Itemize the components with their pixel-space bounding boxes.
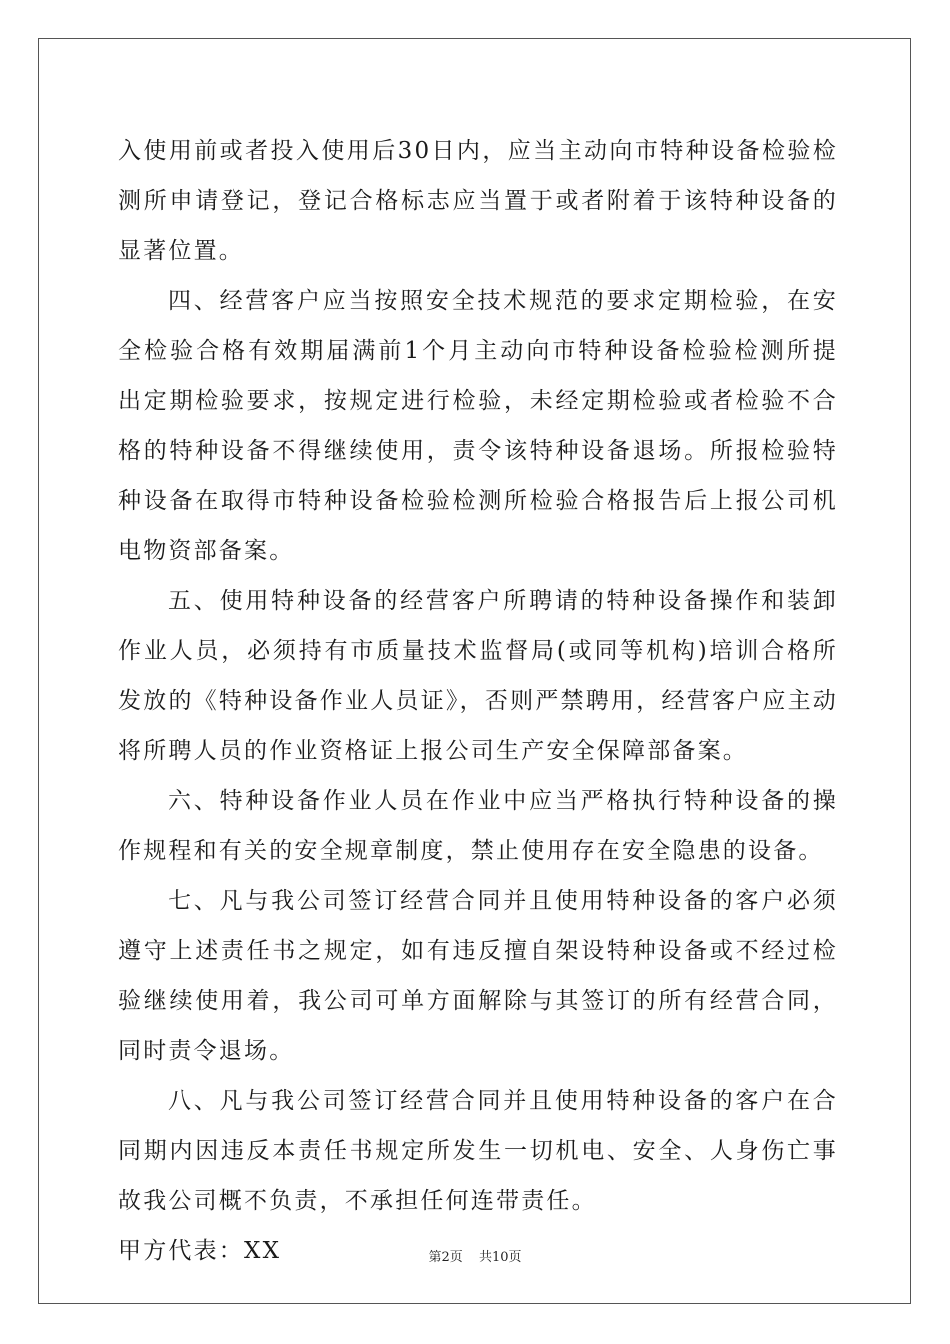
paragraph-6: 八、凡与我公司签订经营合同并且使用特种设备的客户在合同期内因违反本责任书规定所发生一切机电、安全、人身伤亡事故我公司概不负责，不承担任何连带责任。 [118, 1088, 838, 1214]
paragraph-3: 五、使用特种设备的经营客户所聘请的特种设备操作和装卸作业人员，必须持有市质量技术监督局(或同等机构)培训合格所发放的《特种设备作业人员证》，否则严禁聘用，经营客户应主动将所聘人员的作业资格证上报公司生产安全保障部备案。 [118, 588, 838, 764]
paragraph-1: 入使用前或者投入使用后30日内，应当主动向市特种设备检验检测所申请登记，登记合格标志应当置于或者附着于该特种设备的显著位置。 [118, 138, 838, 264]
page-number-current: 第2页 [428, 1250, 463, 1265]
party-a-signature: 甲方代表：XX [118, 1238, 282, 1264]
paragraph-2: 四、经营客户应当按照安全技术规范的要求定期检验，在安全检验合格有效期届满前1个月主动向市特种设备检验检测所提出定期检验要求，按规定进行检验，未经定期检验或者检验不合格的特种设备不得继续使用，责令该特种设备退场。所报检验特种设备在取得市特种设备检验检测所检验合格报告后上报公司机电物资部备案。 [118, 288, 838, 564]
page-number-total: 共10页 [478, 1250, 522, 1265]
paragraph-4: 六、特种设备作业人员在作业中应当严格执行特种设备的操作规程和有关的安全规章制度，禁止使用存在安全隐患的设备。 [118, 788, 838, 864]
paragraph-5: 七、凡与我公司签订经营合同并且使用特种设备的客户必须遵守上述责任书之规定，如有违反擅自架设特种设备或不经过检验继续使用着，我公司可单方面解除与其签订的所有经营合同，同时责令退场。 [118, 888, 838, 1064]
document-body [118, 126, 838, 1276]
page-footer [0, 1246, 950, 1265]
